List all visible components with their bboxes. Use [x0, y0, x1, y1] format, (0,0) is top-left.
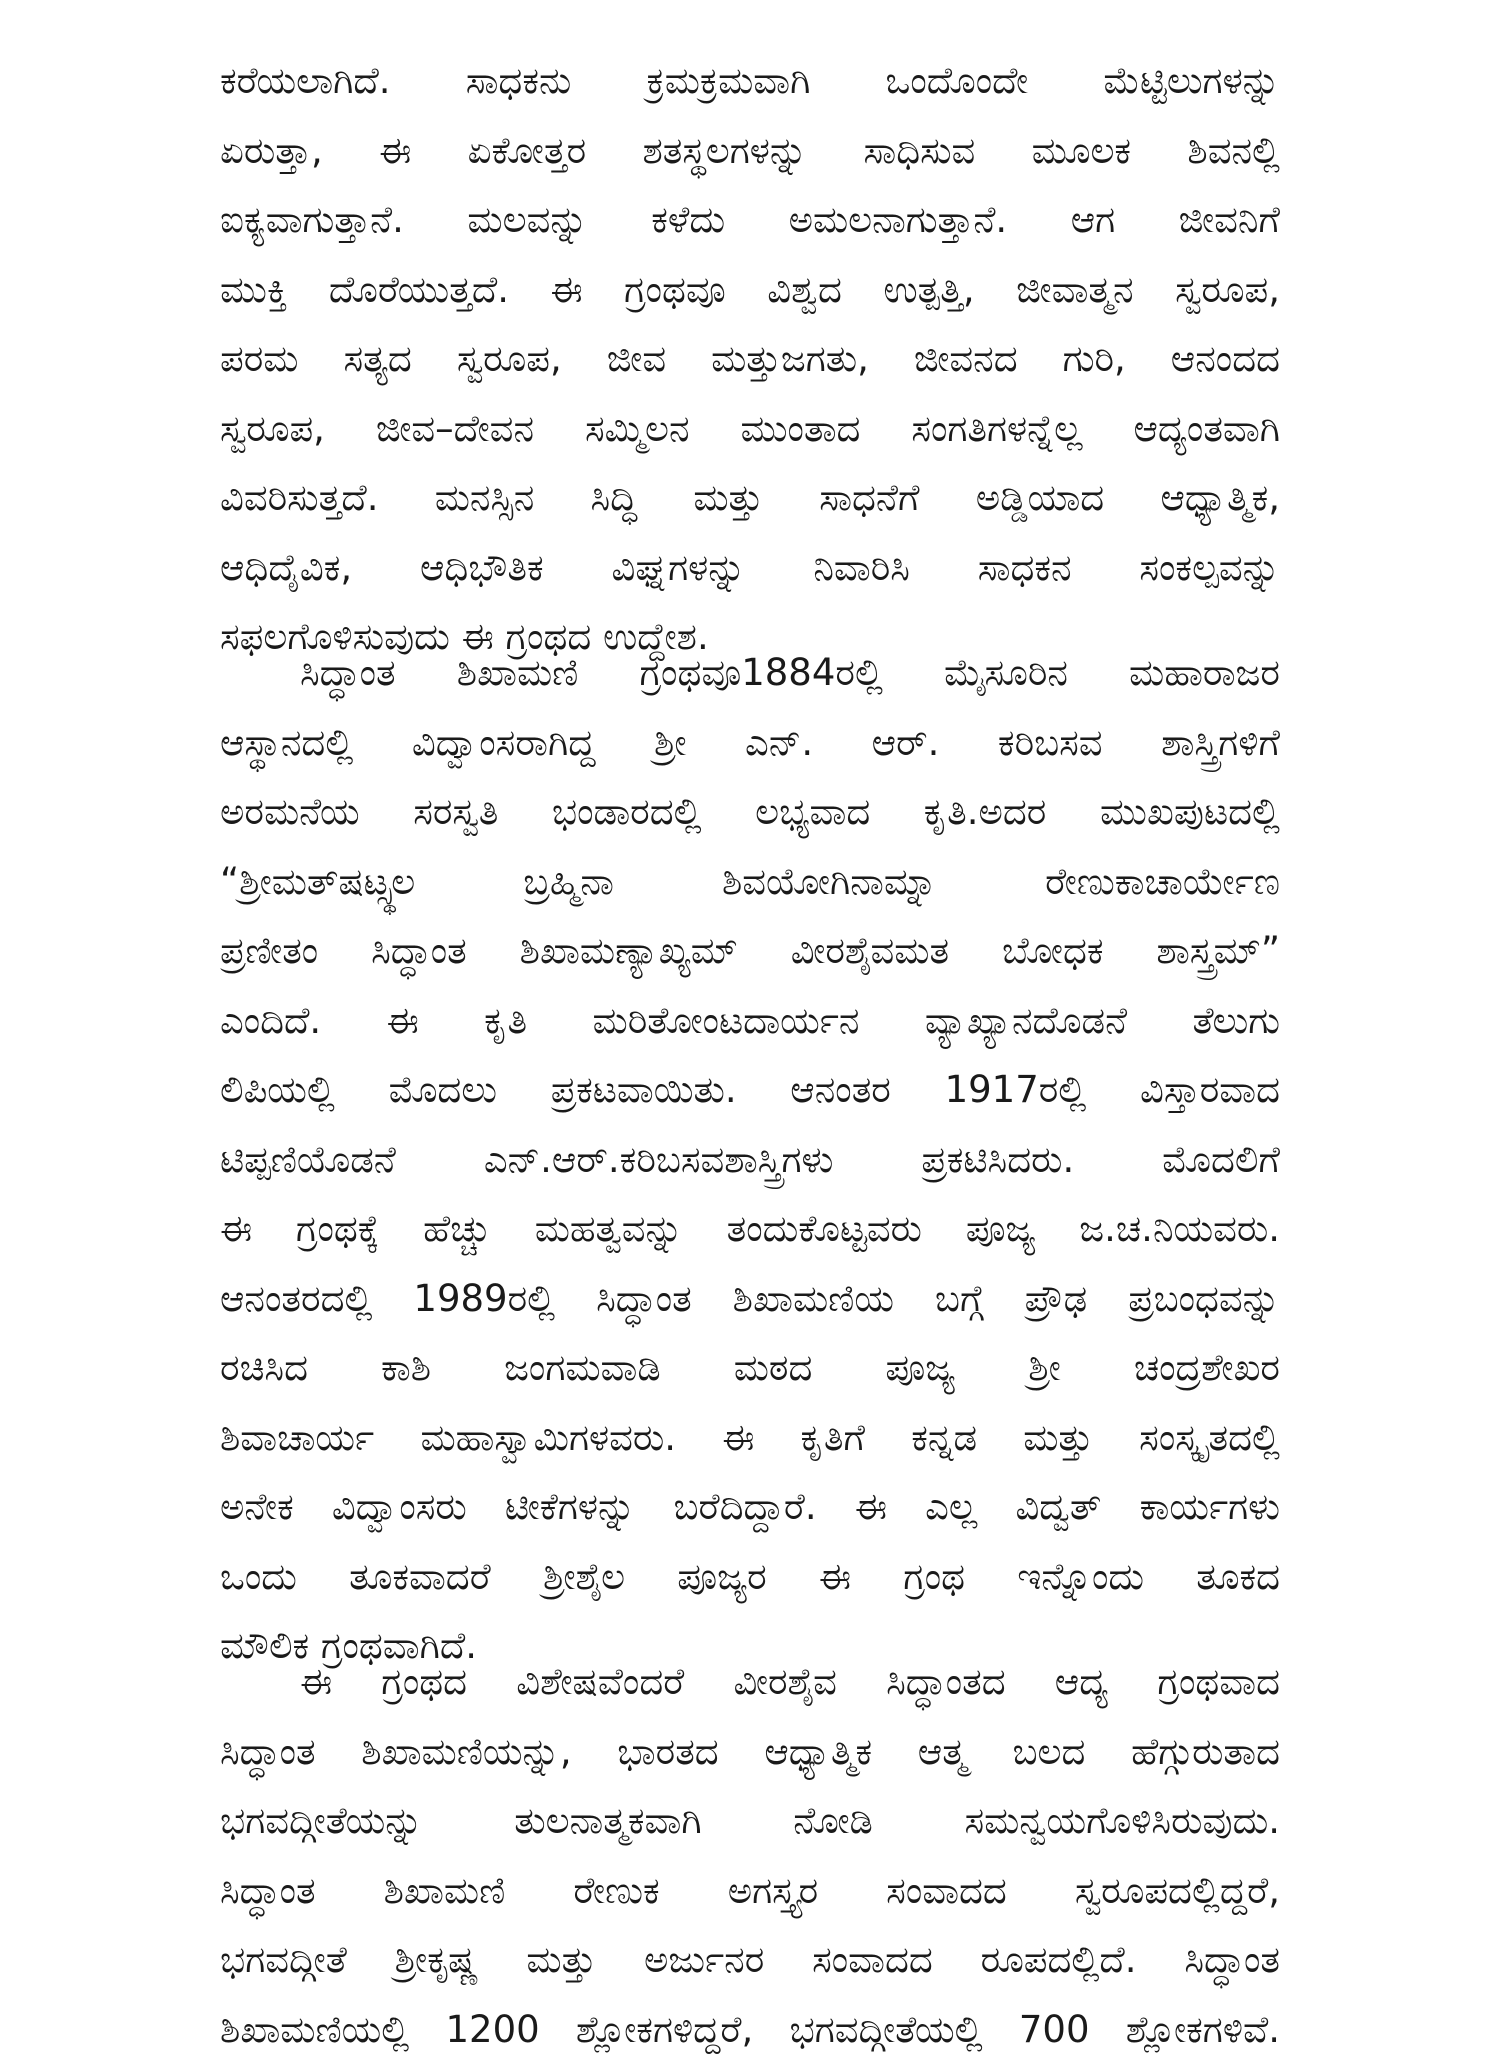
- text-line: ಏರುತ್ತಾ, ಈ ಏಕೋತ್ತರ ಶತಸ್ಥಲಗಳನ್ನು ಸಾಧಿಸುವ ಮೂಲಕ ಶಿವನಲ್ಲಿ: [220, 116, 1280, 186]
- text-line: ಅನೇಕ ವಿದ್ವಾಂಸರು ಟೀಕೆಗಳನ್ನು ಬರೆದಿದ್ದಾರೆ. ಈ ಎಲ್ಲ ವಿದ್ವತ್ ಕಾರ್ಯಗಳು: [220, 1472, 1280, 1542]
- text-line: ಟಿಪ್ಪಣಿಯೊಡನೆ ಎನ್.ಆರ್.ಕರಿಬಸವಶಾಸ್ತ್ರಿಗಳು ಪ್ರಕಟಿಸಿದರು. ಮೊದಲಿಗೆ: [220, 1125, 1280, 1195]
- text-line: ಪ್ರಣೀತಂ ಸಿದ್ಧಾಂತ ಶಿಖಾಮಣ್ಯಾಖ್ಯಮ್ ವೀರಶೈವಮತ ಬೋಧಕ ಶಾಸ್ತ್ರಮ್”: [220, 916, 1280, 986]
- text-line: ಮುಕ್ತಿ ದೊರೆಯುತ್ತದೆ. ಈ ಗ್ರಂಥವೂ ವಿಶ್ವದ ಉತ್ಪತ್ತಿ, ಜೀವಾತ್ಮನ ಸ್ವರೂಪ,: [220, 255, 1280, 325]
- text-line: ಈ ಗ್ರಂಥಕ್ಕೆ ಹೆಚ್ಚು ಮಹತ್ವವನ್ನು ತಂದುಕೊಟ್ಟವರು ಪೂಜ್ಯ ಜ.ಚ.ನಿಯವರು.: [220, 1194, 1280, 1264]
- text-line: ಸಫಲಗೊಳಿಸುವುದು ಈ ಗ್ರಂಥದ ಉದ್ದೇಶ.: [220, 602, 1280, 672]
- text-line: ಆಸ್ಥಾನದಲ್ಲಿ ವಿದ್ವಾಂಸರಾಗಿದ್ದ ಶ್ರೀ ಎನ್. ಆರ್. ಕರಿಬಸವ ಶಾಸ್ತ್ರಿಗಳಿಗೆ: [220, 708, 1280, 778]
- text-line: ಪರಮ ಸತ್ಯದ ಸ್ವರೂಪ, ಜೀವ ಮತ್ತುಜಗತು, ಜೀವನದ ಗುರಿ, ಆನಂದದ: [220, 324, 1280, 394]
- text-line: ಮೌಲಿಕ ಗ್ರಂಥವಾಗಿದೆ.: [220, 1611, 1280, 1681]
- text-line: ಸಿದ್ಧಾಂತ ಶಿಖಾಮಣಿ ಗ್ರಂಥವೂ1884ರಲ್ಲಿ ಮೈಸೂರಿನ ಮಹಾರಾಜರ: [220, 638, 1280, 708]
- text-line: ಈ ಗ್ರಂಥದ ವಿಶೇಷವೆಂದರೆ ವೀರಶೈವ ಸಿದ್ಧಾಂತದ ಆದ್ಯ ಗ್ರಂಥವಾದ: [220, 1647, 1280, 1717]
- text-line: ವಿವರಿಸುತ್ತದೆ. ಮನಸ್ಸಿನ ಸಿದ್ಧಿ ಮತ್ತು ಸಾಧನೆಗೆ ಅಡ್ಡಿಯಾದ ಆಧ್ಯಾತ್ಮಿಕ,: [220, 463, 1280, 533]
- text-line: ಐಕ್ಯವಾಗುತ್ತಾನೆ. ಮಲವನ್ನು ಕಳೆದು ಅಮಲನಾಗುತ್ತಾನೆ. ಆಗ ಜೀವನಿಗೆ: [220, 185, 1280, 255]
- text-line: ಶಿಖಾಮಣಿಯಲ್ಲಿ 1200 ಶ್ಲೋಕಗಳಿದ್ದರೆ, ಭಗವದ್ಗೀತೆಯಲ್ಲಿ 700 ಶ್ಲೋಕಗಳಿವೆ.: [220, 1995, 1280, 2064]
- text-line: ಸಿದ್ಧಾಂತ ಶಿಖಾಮಣಿ ರೇಣುಕ ಅಗಸ್ತ್ಯರ ಸಂವಾದದ ಸ್ವರೂಪದಲ್ಲಿದ್ದರೆ,: [220, 1856, 1280, 1926]
- text-line: “ಶ್ರೀಮತ್‌ಷಟ್ಸ್ಥಲ ಬ್ರಹ್ಮಿನಾ ಶಿವಯೋಗಿನಾಮ್ನಾ ರೇಣುಕಾಚಾರ್ಯೇಣ: [220, 847, 1280, 917]
- text-line: ಒಂದು ತೂಕವಾದರೆ ಶ್ರೀಶೈಲ ಪೂಜ್ಯರ ಈ ಗ್ರಂಥ ಇನ್ನೊಂದು ತೂಕದ: [220, 1542, 1280, 1612]
- text-line: ಕರೆಯಲಾಗಿದೆ. ಸಾಧಕನು ಕ್ರಮಕ್ರಮವಾಗಿ ಒಂದೊಂದೇ ಮೆಟ್ಟಿಲುಗಳನ್ನು: [220, 46, 1280, 116]
- text-line: ಸ್ವರೂಪ, ಜೀವ–ದೇವನ ಸಮ್ಮಿಲನ ಮುಂತಾದ ಸಂಗತಿಗಳನ್ನೆಲ್ಲ ಆದ್ಯಂತವಾಗಿ: [220, 394, 1280, 464]
- paragraph-1: [220, 46, 1280, 672]
- text-line: ಎಂದಿದೆ. ಈ ಕೃತಿ ಮರಿತೋಂಟದಾರ್ಯನ ವ್ಯಾಖ್ಯಾನದೊಡನೆ ತೆಲುಗು: [220, 986, 1280, 1056]
- text-line: ರಚಿಸಿದ ಕಾಶಿ ಜಂಗಮವಾಡಿ ಮಠದ ಪೂಜ್ಯ ಶ್ರೀ ಚಂದ್ರಶೇಖರ: [220, 1333, 1280, 1403]
- text-line: ಸಿದ್ಧಾಂತ ಶಿಖಾಮಣಿಯನ್ನು, ಭಾರತದ ಆಧ್ಯಾತ್ಮಿಕ ಆತ್ಮ ಬಲದ ಹೆಗ್ಗುರುತಾದ: [220, 1717, 1280, 1787]
- text-line: ಅರಮನೆಯ ಸರಸ್ವತಿ ಭಂಡಾರದಲ್ಲಿ ಲಭ್ಯವಾದ ಕೃತಿ.ಅದರ ಮುಖಪುಟದಲ್ಲಿ: [220, 777, 1280, 847]
- paragraph-2: [220, 638, 1280, 1681]
- text-line: ಶಿವಾಚಾರ್ಯ ಮಹಾಸ್ವಾಮಿಗಳವರು. ಈ ಕೃತಿಗೆ ಕನ್ನಡ ಮತ್ತು ಸಂಸ್ಕೃತದಲ್ಲಿ: [220, 1403, 1280, 1473]
- text-line: ಭಗವದ್ಗೀತೆ ಶ್ರೀಕೃಷ್ಣ ಮತ್ತು ಅರ್ಜುನರ ಸಂವಾದದ ರೂಪದಲ್ಲಿದೆ. ಸಿದ್ಧಾಂತ: [220, 1925, 1280, 1995]
- text-line: ಲಿಪಿಯಲ್ಲಿ ಮೊದಲು ಪ್ರಕಟವಾಯಿತು. ಆನಂತರ 1917ರಲ್ಲಿ ವಿಸ್ತಾರವಾದ: [220, 1055, 1280, 1125]
- text-line: ಆನಂತರದಲ್ಲಿ 1989ರಲ್ಲಿ ಸಿದ್ಧಾಂತ ಶಿಖಾಮಣಿಯ ಬಗ್ಗೆ ಪ್ರೌಢ ಪ್ರಬಂಧವನ್ನು: [220, 1264, 1280, 1334]
- text-line: ಭಗವದ್ಗೀತೆಯನ್ನು ತುಲನಾತ್ಮಕವಾಗಿ ನೋಡಿ ಸಮನ್ವಯಗೊಳಿಸಿರುವುದು.: [220, 1786, 1280, 1856]
- paragraph-3: [220, 1647, 1280, 2064]
- text-line: ಆಧಿದೈವಿಕ, ಆಧಿಭೌತಿಕ ವಿಘ್ನಗಳನ್ನು ನಿವಾರಿಸಿ ಸಾಧಕನ ಸಂಕಲ್ಪವನ್ನು: [220, 533, 1280, 603]
